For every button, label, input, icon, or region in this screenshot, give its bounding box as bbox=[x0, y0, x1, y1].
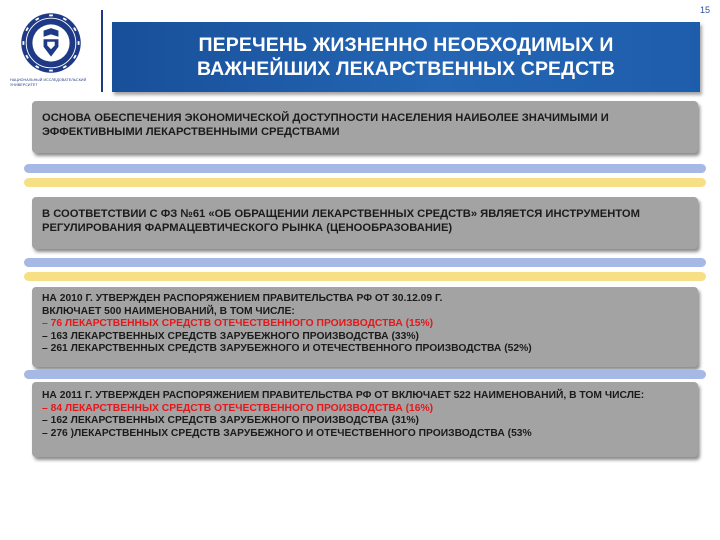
box-line: – 163 ЛЕКАРСТВЕННЫХ СРЕДСТВ ЗАРУБЕЖНОГО ПРОИЗВОДСТВА (33%) bbox=[42, 330, 419, 342]
title-banner bbox=[112, 22, 700, 92]
box-line: ОСНОВА ОБЕСПЕЧЕНИЯ ЭКОНОМИЧЕСКОЙ ДОСТУПНОСТИ НАСЕЛЕНИЯ НАИБОЛЕЕ ЗНАЧИМЫМИ И bbox=[42, 112, 609, 124]
university-logo bbox=[8, 10, 98, 92]
box-line: РЕГУЛИРОВАНИЯ ФАРМАЦЕВТИЧЕСКОГО РЫНКА (ЦЕНООБРАЗОВАНИЕ) bbox=[42, 222, 453, 234]
box-line: НА 2010 Г. УТВЕРЖДЕН РАСПОРЯЖЕНИЕМ ПРАВИТЕЛЬСТВА РФ ОТ 30.12.09 Г. bbox=[42, 293, 443, 304]
separator-strip-blue bbox=[24, 370, 706, 379]
box-line-highlight: – 76 ЛЕКАРСТВЕННЫХ СРЕДСТВ ОТЕЧЕСТВЕННОГО ПРОИЗВОДСТВА (15%) bbox=[42, 318, 434, 330]
separator-strip-yellow bbox=[24, 272, 706, 281]
slide-number: 15 bbox=[699, 5, 710, 15]
separator-strip-blue bbox=[24, 258, 706, 267]
info-box-law bbox=[32, 197, 698, 249]
info-box-basis bbox=[32, 101, 698, 153]
separator-strip-yellow bbox=[24, 178, 706, 187]
box-line: – 162 ЛЕКАРСТВЕННЫХ СРЕДСТВ ЗАРУБЕЖНОГО ПРОИЗВОДСТВА (31%) bbox=[42, 415, 419, 427]
box-line: – 261 ЛЕКАРСТВЕННЫХ СРЕДСТВ ЗАРУБЕЖНОГО И ОТЕЧЕСТВЕННОГО ПРОИЗВОДСТВА (52%) bbox=[42, 343, 532, 355]
box-line: ЭФФЕКТИВНЫМИ ЛЕКАРСТВЕННЫМИ СРЕДСТВАМИ bbox=[42, 126, 340, 138]
header-divider bbox=[101, 10, 103, 92]
box-line: НА 2011 Г. УТВЕРЖДЕН РАСПОРЯЖЕНИЕМ ПРАВИТЕЛЬСТВА РФ ОТ ВКЛЮЧАЕТ 522 НАИМЕНОВАНИЙ, В ТОМ ЧИСЛЕ: bbox=[42, 390, 645, 401]
logo-caption: НАЦИОНАЛЬНЫЙ ИССЛЕДОВАТЕЛЬСКИЙ УНИВЕРСИТЕТ bbox=[10, 78, 87, 87]
info-box-2010 bbox=[32, 287, 698, 367]
box-line: – 276 )ЛЕКАРСТВЕННЫХ СРЕДСТВ ЗАРУБЕЖНОГО И ОТЕЧЕСТВЕННОГО ПРОИЗВОДСТВА (53% bbox=[42, 427, 532, 439]
box-line: В СООТВЕТСТВИИ С ФЗ №61 «ОБ ОБРАЩЕНИИ ЛЕКАРСТВЕННЫХ СРЕДСТВ» ЯВЛЯЕТСЯ ИНСТРУМЕНТОМ bbox=[42, 208, 640, 220]
box-line-highlight: – 84 ЛЕКАРСТВЕННЫХ СРЕДСТВ ОТЕЧЕСТВЕННОГО ПРОИЗВОДСТВА (16%) bbox=[42, 402, 434, 414]
separator-strip-blue bbox=[24, 164, 706, 173]
hse-emblem-icon bbox=[20, 12, 82, 74]
page-title: ПЕРЕЧЕНЬ ЖИЗНЕННО НЕОБХОДИМЫХ И ВАЖНЕЙШИХ ЛЕКАРСТВЕННЫХ СРЕДСТВ bbox=[196, 34, 616, 80]
info-box-2011 bbox=[32, 382, 698, 457]
box-line: ВКЛЮЧАЕТ 500 НАИМЕНОВАНИЙ, В ТОМ ЧИСЛЕ: bbox=[42, 305, 295, 317]
